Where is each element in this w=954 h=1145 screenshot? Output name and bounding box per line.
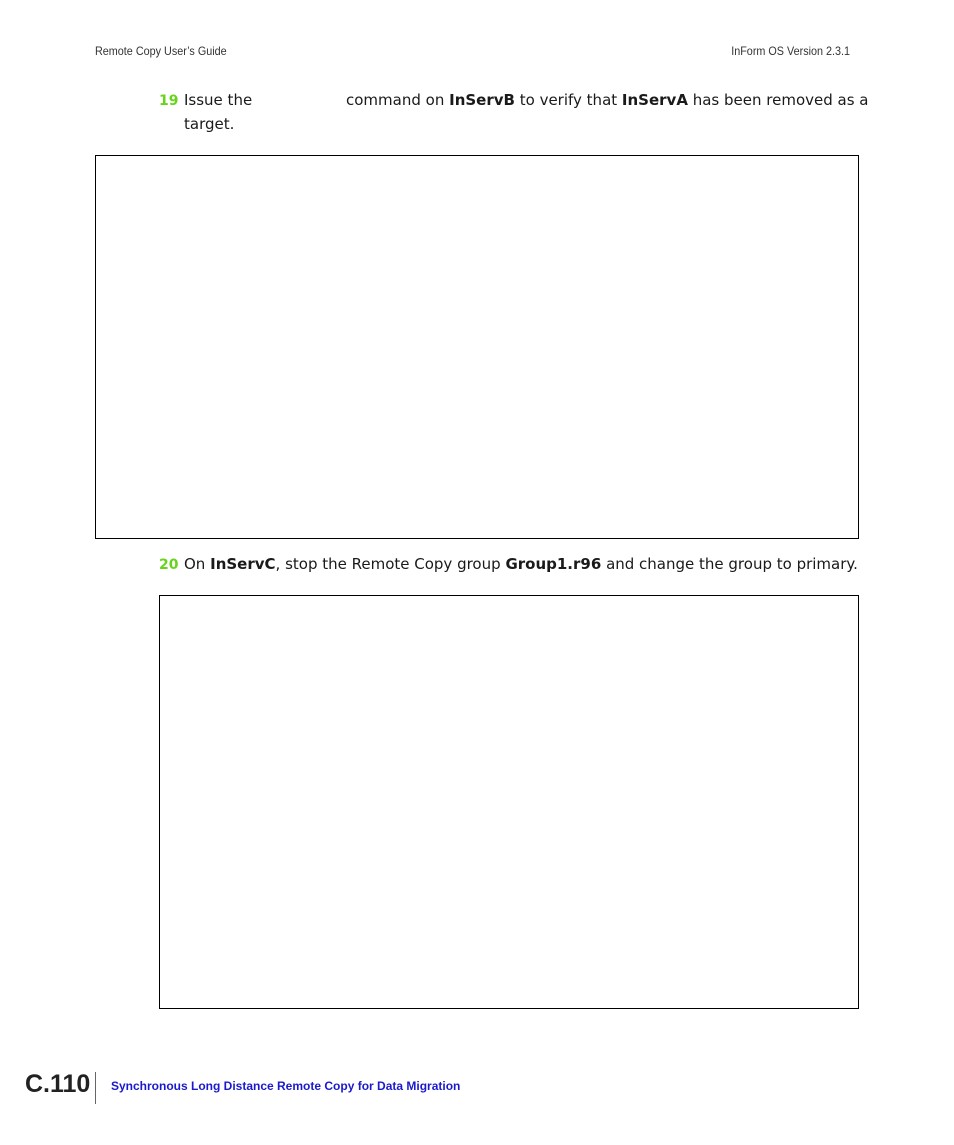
command-output-box-1 [95,155,859,539]
group-name: Group1.r96 [505,555,602,573]
step-19 [0,89,954,139]
step-text-post: has been removed as a [692,91,869,109]
step-text-line2: target. [184,115,235,133]
system-name-inservb: InServB [449,91,515,109]
system-name-inservc: InServC [210,555,276,573]
footer-divider [95,1072,96,1104]
step-text-line1 [184,89,252,112]
running-header-version: InForm OS Version 2.3.1 [731,44,850,58]
page-number: C.110 [25,1070,91,1098]
step-text-t3: and change the group to primary. [606,555,858,573]
step-20 [0,553,954,579]
step-text-main [346,89,869,112]
running-header-title: Remote Copy User’s Guide [95,44,227,58]
step-text-t1: On [184,555,206,573]
step-number: 20 [159,557,179,573]
step-text-mid1: command on [346,91,445,109]
step-text-mid2: to verify that [519,91,618,109]
step-text [184,553,858,576]
step-text-pre: Issue the [184,91,253,109]
chapter-title: Synchronous Long Distance Remote Copy for Data Migration [111,1079,461,1093]
step-text-t2: , stop the Remote Copy group [275,555,501,573]
step-number: 19 [159,93,179,109]
system-name-inserva: InServA [621,91,688,109]
command-output-box-2 [159,595,859,1009]
